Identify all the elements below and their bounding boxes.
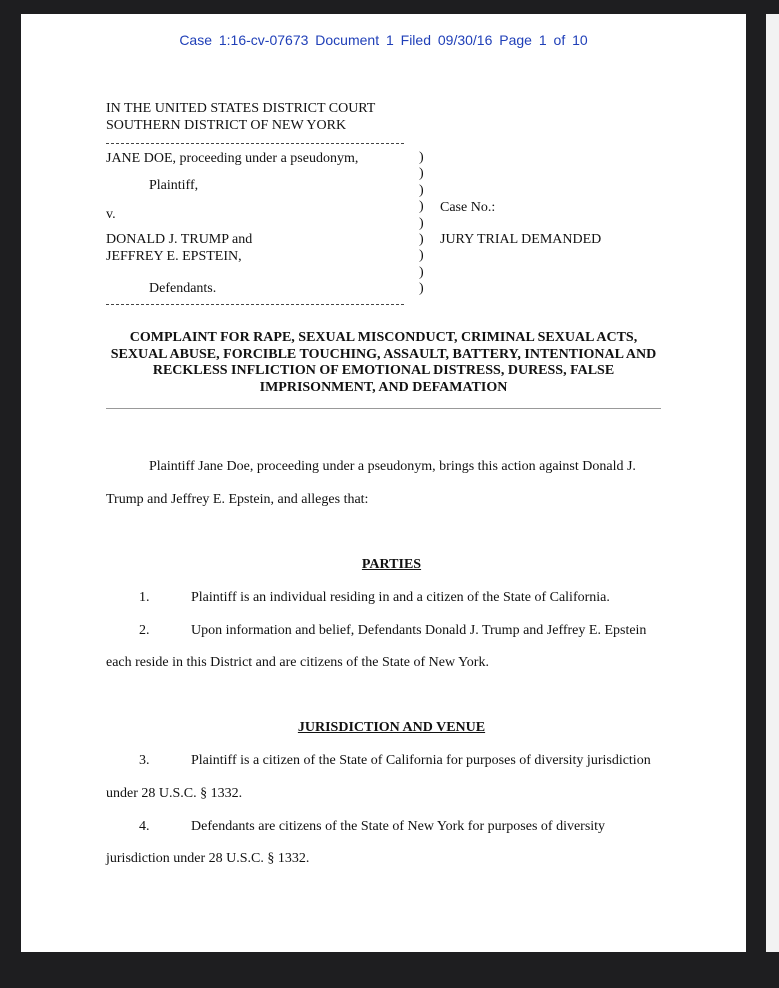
court-name-line1: IN THE UNITED STATES DISTRICT COURT <box>106 101 376 116</box>
plaintiff-role: Plaintiff, <box>149 178 199 193</box>
intro-line1: Plaintiff Jane Doe, proceeding under a pseudonym, brings this action against Donald J. <box>149 459 636 474</box>
paragraph-continuation: each reside in this District and are citizens of the State of New York. <box>106 655 489 670</box>
paragraph-number: 4. <box>139 819 150 834</box>
caption-top-divider <box>106 143 404 144</box>
paragraph-text: Upon information and belief, Defendants Donald J. Trump and Jeffrey E. Epstein <box>191 623 647 638</box>
paragraph-continuation: jurisdiction under 28 U.S.C. § 1332. <box>106 851 310 866</box>
complaint-title: COMPLAINT FOR RAPE, SEXUAL MISCONDUCT, CRIMINAL SEXUAL ACTS, SEXUAL ABUSE, FORCIBLE TOUCHING, ASSAULT, BATTERY, INTENTIONAL AND RECKLESS INFLICTION OF EMOTIONAL DISTRESS, DURESS, FALSE IMPRISONMENT, AND DEFAMATION <box>110 330 657 395</box>
versus: v. <box>106 207 116 222</box>
paragraph-text: Plaintiff is an individual residing in and a citizen of the State of California. <box>191 590 610 605</box>
intro-line2: Trump and Jeffrey E. Epstein, and alleges that: <box>106 492 369 507</box>
filing-stamp: Case 1:16-cv-07673 Document 1 Filed 09/30/16 Page 1 of 10 <box>179 32 588 48</box>
paragraph-text: Defendants are citizens of the State of New York for purposes of diversity <box>191 819 606 834</box>
defendant-name-line2: JEFFREY E. EPSTEIN, <box>106 249 242 264</box>
jury-demand: JURY TRIAL DEMANDED <box>440 232 602 247</box>
defendant-role: Defendants. <box>149 281 217 296</box>
case-number-label: Case No.: <box>440 200 496 215</box>
section-heading-parties: PARTIES <box>361 557 422 572</box>
next-page-edge <box>766 14 779 952</box>
paragraph-number: 3. <box>139 753 150 768</box>
paragraph-text: Plaintiff is a citizen of the State of California for purposes of diversity jurisdiction <box>191 753 651 768</box>
plaintiff-name: JANE DOE, proceeding under a pseudonym, <box>106 151 359 166</box>
section-heading-jurisdiction: JURISDICTION AND VENUE <box>297 720 486 735</box>
defendant-name-line1: DONALD J. TRUMP and <box>106 232 253 247</box>
document-page <box>21 14 746 952</box>
court-name-line2: SOUTHERN DISTRICT OF NEW YORK <box>106 118 347 133</box>
paragraph-number: 1. <box>139 590 150 605</box>
title-rule <box>106 408 661 409</box>
paragraph-number: 2. <box>139 623 150 638</box>
caption-parentheses: ) ) ) ) ) ) ) ) ) <box>419 150 424 297</box>
caption-bottom-divider <box>106 304 404 305</box>
paragraph-continuation: under 28 U.S.C. § 1332. <box>106 786 243 801</box>
